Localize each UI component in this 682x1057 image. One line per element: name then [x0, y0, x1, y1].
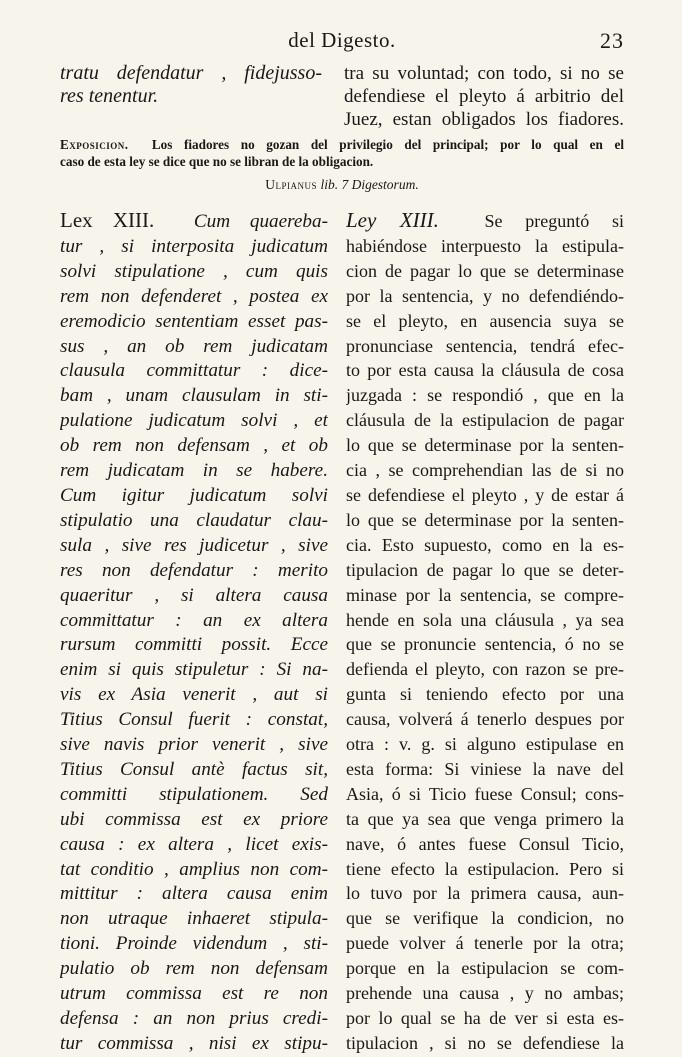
- spanish-text-line: tipulacion , si no se defendiese la: [346, 1032, 624, 1053]
- spanish-text-line: ta que ya sea que venga primero la: [346, 808, 624, 829]
- spanish-text-line: hende en sola una cláusula , ya sea: [346, 609, 624, 630]
- spanish-text-line: minase por la sentencia, se compre-: [346, 584, 624, 605]
- lex-label: Lex XIII.: [60, 208, 155, 232]
- latin-first-line: [60, 208, 328, 235]
- continued-text-block: [60, 62, 624, 130]
- spanish-continuation-line: defendiese el pleyto á arbitrio del: [344, 86, 624, 107]
- latin-text-line: res non defendatur : merito: [60, 559, 328, 581]
- latin-text-line: stipulatio una claudatur clau-: [60, 509, 328, 531]
- latin-text-line: tur commissa , nisi ex stipu-: [60, 1032, 328, 1054]
- latin-text-line: defensa : an non prius credi-: [60, 1008, 328, 1029]
- spanish-text-line: causa, volverá á tenerlo despues por: [346, 709, 624, 730]
- latin-text-line: ob rem non defensam , et ob: [60, 435, 328, 457]
- latin-column: [60, 208, 328, 1057]
- latin-text-line: tur , si interposita judicatum: [60, 235, 328, 257]
- exposicion-text: Los fiadores no gozan del privilegio del principal; por lo qual en el: [151, 137, 624, 152]
- latin-continuation-line: tratu defendatur , fidejusso-: [60, 62, 322, 84]
- latin-text-line: pulatione judicatum solvi , et: [60, 410, 328, 432]
- source-author: Ulpianus: [265, 177, 318, 192]
- spanish-text-line: que se verifique la condicion, no: [346, 908, 624, 929]
- latin-text-line: committi stipulationem. Sed: [60, 783, 328, 805]
- spanish-text-line: se defendiese el pleyto , y de estar á: [346, 484, 624, 505]
- spanish-text-line: juzgada : se respondió , que en la: [346, 385, 624, 406]
- spanish-text-line: otra : v. g. si alguno estipulase en: [346, 734, 624, 755]
- spanish-continuation: [344, 62, 624, 131]
- latin-text-line: tat conditio , amplius non com-: [60, 858, 328, 880]
- spanish-text-line: tiene efecto la estipulacion. Pero si: [346, 858, 624, 879]
- latin-text-line: bam , unam clausulam in sti-: [60, 385, 328, 407]
- spanish-text-line: por lo qual se ha de ver si esta es-: [346, 1008, 624, 1028]
- spanish-text-line: puede volver á tenerle por la otra;: [346, 933, 624, 954]
- spanish-text-line: se el pleyto, en ausencia suya se: [346, 310, 624, 331]
- latin-text-line: quaeritur , si altera causa: [60, 584, 328, 606]
- spanish-text-line: lo que se determinase por la senten-: [346, 509, 624, 530]
- source-citation: [60, 177, 624, 193]
- page-number: 23: [600, 28, 624, 53]
- spanish-text-line: tipulacion de pagar lo que se deter-: [346, 559, 624, 580]
- latin-text-line: committatur : an ex altera: [60, 609, 328, 631]
- exposicion-line: caso de esta ley se dice que no se libran de la obligacion.: [60, 154, 374, 169]
- latin-text-line: tioni. Proinde videndum , sti-: [60, 933, 328, 955]
- latin-text-line: Titius Consul antè factus sit,: [60, 758, 328, 780]
- latin-text-line: rursum committi possit. Ecce: [60, 634, 328, 656]
- source-book: lib. 7 Digestorum.: [320, 177, 419, 192]
- spanish-text-line: lo que se determinase por la senten-: [346, 435, 624, 456]
- spanish-text-line: esta forma: Si viniese la nave del: [346, 758, 624, 779]
- running-title: del Digesto.: [288, 28, 396, 52]
- latin-text-line: ubi commissa est ex priore: [60, 808, 328, 830]
- spanish-first-line-rest: Se preguntó si: [484, 211, 624, 231]
- latin-text-line: sive navis prior venerit , sive: [60, 734, 328, 756]
- ley-label: Ley XIII.: [346, 208, 439, 232]
- latin-text-line: Titius Consul fuerit : constat,: [60, 709, 328, 731]
- spanish-text-line: que se pronuncie sentencia, ó no se: [346, 634, 624, 655]
- spanish-text-line: defienda el pleyto, con razon se pre-: [346, 659, 624, 680]
- exposicion-line: [60, 136, 624, 153]
- spanish-text-line: cia , se comprehendian las de si no: [346, 460, 624, 481]
- latin-text-line: clausula committatur : dice-: [60, 360, 328, 382]
- spanish-continuation-line: tra su voluntad; con todo, si no se: [344, 63, 624, 84]
- latin-text-line: pulatio ob rem non defensam: [60, 958, 328, 980]
- spanish-text-line: cia. Esto supuesto, como en la es-: [346, 534, 624, 555]
- latin-text-line: rem judicatam in se habere.: [60, 460, 328, 482]
- latin-text-line: Cum igitur judicatum solvi: [60, 484, 328, 506]
- latin-text-line: solvi stipulatione , cum quis: [60, 260, 328, 282]
- latin-text-line: vis ex Asia venerit , aut si: [60, 684, 328, 706]
- spanish-text-line: porque en la estipulacion se com-: [346, 958, 624, 979]
- spanish-text-line: lo tuvo por la primera causa, aun-: [346, 883, 624, 904]
- latin-text-line: mittitur : altera causa enim: [60, 883, 328, 905]
- latin-text-line: sula , sive res judicetur , sive: [60, 534, 328, 556]
- spanish-text-line: Asia, ó si Ticio fuese Consul; cons-: [346, 783, 624, 804]
- spanish-text-line: pronunciase sentencia, tendrá efec-: [346, 335, 624, 356]
- latin-text-line: enim si quis stipuletur : Si na-: [60, 659, 328, 681]
- spanish-continuation-line: Juez, estan obligados los fiadores.: [344, 109, 624, 130]
- spanish-text-line: gunta si teniendo efecto por una: [346, 684, 624, 705]
- latin-text-line: non utraque inhaeret stipula-: [60, 908, 328, 930]
- spanish-text-line: habiéndose interpuesto la estipula-: [346, 235, 624, 256]
- latin-text-line: eremodicio sententiam esset pas-: [60, 310, 328, 332]
- spanish-text-line: cion de pagar lo que se determinase: [346, 260, 624, 281]
- spanish-text-line: cláusula de la estipulacion de pagar: [346, 410, 624, 431]
- exposicion-lead: Exposicion.: [60, 137, 129, 152]
- latin-first-line-rest: Cum quaereba-: [193, 211, 328, 232]
- latin-continuation-line: res tenentur.: [60, 85, 159, 107]
- latin-text-line: sus , an ob rem judicatam: [60, 335, 328, 357]
- latin-continuation: [60, 62, 322, 108]
- spanish-text-line: to por esta causa la cláusula de cosa: [346, 360, 624, 381]
- spanish-text-line: nave, ó antes fuese Consul Ticio,: [346, 833, 624, 854]
- latin-text-line: utrum commissa est re non: [60, 983, 328, 1005]
- spanish-text-line: prehende una causa , y no ambas;: [346, 983, 624, 1004]
- latin-text-line: causa : ex altera , licet exis-: [60, 833, 328, 855]
- latin-text-line: rem non defenderet , postea ex: [60, 285, 328, 307]
- spanish-text-line: por la sentencia, y no defendiéndo-: [346, 285, 624, 306]
- page-header: [60, 28, 624, 54]
- exposicion-note: [60, 136, 624, 170]
- spanish-first-line: [346, 208, 624, 234]
- spanish-column: [346, 208, 624, 1056]
